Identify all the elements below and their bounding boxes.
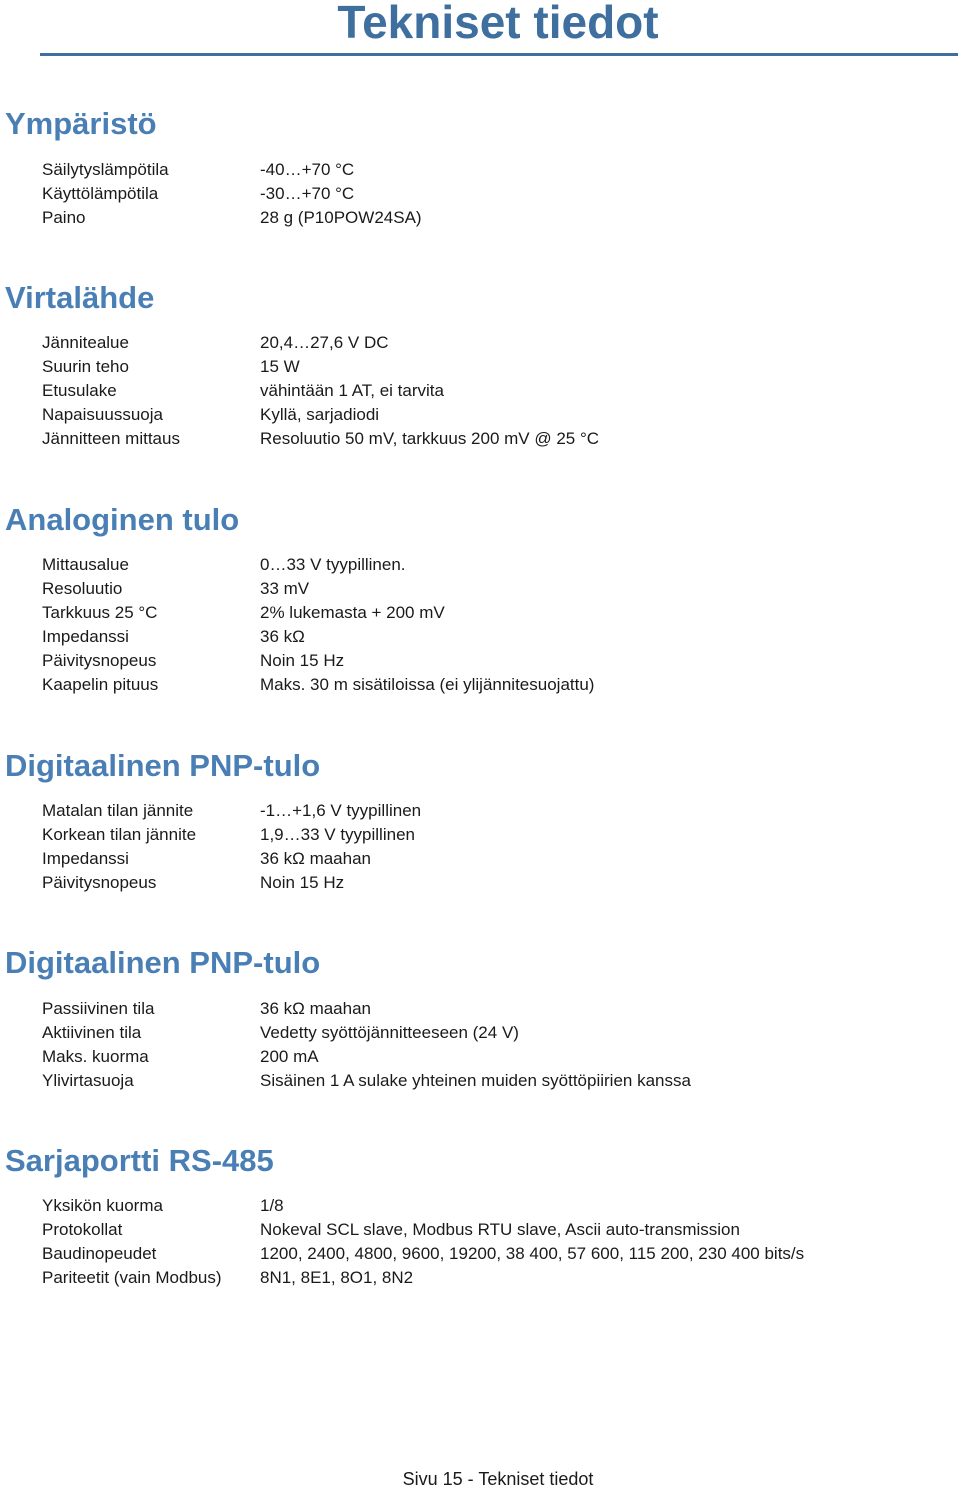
spec-row bbox=[0, 355, 960, 379]
spec-row bbox=[0, 1218, 960, 1242]
spec-row bbox=[0, 206, 960, 230]
spec-label: Etusulake bbox=[42, 381, 117, 400]
section-heading-ymparisto: Ympäristö bbox=[5, 106, 157, 141]
section-heading-analoginen-tulo: Analoginen tulo bbox=[5, 502, 240, 537]
spec-label: Päivitysnopeus bbox=[42, 651, 157, 670]
spec-value: 28 g (P10POW24SA) bbox=[260, 208, 422, 227]
spec-row bbox=[0, 182, 960, 206]
spec-row bbox=[0, 799, 960, 823]
spec-label: Kaapelin pituus bbox=[42, 675, 159, 694]
spec-label: Tarkkuus 25 °C bbox=[42, 603, 158, 622]
title-divider bbox=[40, 53, 958, 56]
spec-row bbox=[0, 158, 960, 182]
spec-row bbox=[0, 1242, 960, 1266]
section-heading-virtalahde: Virtalähde bbox=[5, 280, 155, 315]
spec-label: Ylivirtasuoja bbox=[42, 1071, 134, 1090]
spec-row bbox=[0, 847, 960, 871]
page-footer: Sivu 15 - Tekniset tiedot bbox=[402, 1469, 594, 1489]
spec-row bbox=[0, 1021, 960, 1045]
spec-row bbox=[0, 997, 960, 1021]
spec-value: Noin 15 Hz bbox=[260, 873, 345, 892]
page-title: Tekniset tiedot bbox=[337, 0, 659, 48]
spec-row bbox=[0, 577, 960, 601]
section-heading-digitaalinen-pnp-tulo-2: Digitaalinen PNP-tulo bbox=[5, 945, 321, 980]
spec-value: Nokeval SCL slave, Modbus RTU slave, Ascii auto-transmission bbox=[260, 1220, 740, 1239]
spec-label: Korkean tilan jännite bbox=[42, 825, 197, 844]
spec-label: Passiivinen tila bbox=[42, 999, 155, 1018]
spec-value: 0…33 V tyypillinen. bbox=[260, 555, 406, 574]
spec-row bbox=[0, 331, 960, 355]
spec-label: Maks. kuorma bbox=[42, 1047, 149, 1066]
spec-value: 1,9…33 V tyypillinen bbox=[260, 825, 415, 844]
spec-label: Napaisuussuoja bbox=[42, 405, 163, 424]
spec-value: 1/8 bbox=[260, 1196, 284, 1215]
spec-row bbox=[0, 673, 960, 697]
spec-value: Maks. 30 m sisätiloissa (ei ylijännitesuojattu) bbox=[260, 675, 595, 694]
spec-value: Vedetty syöttöjännitteeseen (24 V) bbox=[260, 1023, 519, 1042]
spec-label: Impedanssi bbox=[42, 627, 129, 646]
spec-label: Mittausalue bbox=[42, 555, 129, 574]
spec-label: Aktiivinen tila bbox=[42, 1023, 142, 1042]
spec-label: Paino bbox=[42, 208, 86, 227]
spec-value: 15 W bbox=[260, 357, 300, 376]
spec-value: 36 kΩ maahan bbox=[260, 849, 371, 868]
spec-label: Matalan tilan jännite bbox=[42, 801, 194, 820]
spec-row bbox=[0, 625, 960, 649]
spec-row bbox=[0, 601, 960, 625]
spec-value: Sisäinen 1 A sulake yhteinen muiden syöttöpiirien kanssa bbox=[260, 1071, 691, 1090]
spec-value: 36 kΩ bbox=[260, 627, 305, 646]
spec-value: 1200, 2400, 4800, 9600, 19200, 38 400, 57 600, 115 200, 230 400 bits/s bbox=[260, 1244, 805, 1263]
spec-label: Jännitealue bbox=[42, 333, 129, 352]
spec-value: Noin 15 Hz bbox=[260, 651, 345, 670]
spec-value: 33 mV bbox=[260, 579, 310, 598]
spec-label: Säilytyslämpötila bbox=[42, 160, 169, 179]
spec-label: Käyttölämpötila bbox=[42, 184, 159, 203]
section-heading-digitaalinen-pnp-tulo: Digitaalinen PNP-tulo bbox=[5, 748, 321, 783]
spec-row bbox=[0, 379, 960, 403]
spec-value: 200 mA bbox=[260, 1047, 319, 1066]
spec-row bbox=[0, 553, 960, 577]
spec-label: Yksikön kuorma bbox=[42, 1196, 163, 1215]
spec-value: -30…+70 °C bbox=[260, 184, 355, 203]
spec-row bbox=[0, 823, 960, 847]
spec-value: Kyllä, sarjadiodi bbox=[260, 405, 380, 424]
spec-row bbox=[0, 649, 960, 673]
section-heading-sarjaportti-rs485: Sarjaportti RS-485 bbox=[5, 1143, 274, 1178]
spec-label: Protokollat bbox=[42, 1220, 123, 1239]
spec-label: Suurin teho bbox=[42, 357, 129, 376]
spec-row bbox=[0, 1069, 960, 1093]
spec-label: Resoluutio bbox=[42, 579, 123, 598]
spec-row bbox=[0, 403, 960, 427]
spec-label: Pariteetit (vain Modbus) bbox=[42, 1268, 222, 1287]
spec-row bbox=[0, 1194, 960, 1218]
spec-value: Resoluutio 50 mV, tarkkuus 200 mV @ 25 °C bbox=[260, 429, 600, 448]
spec-row bbox=[0, 427, 960, 451]
spec-row bbox=[0, 871, 960, 895]
spec-label: Jännitteen mittaus bbox=[42, 429, 180, 448]
spec-value: 8N1, 8E1, 8O1, 8N2 bbox=[260, 1268, 414, 1287]
spec-value: 36 kΩ maahan bbox=[260, 999, 371, 1018]
spec-label: Impedanssi bbox=[42, 849, 129, 868]
spec-value: 20,4…27,6 V DC bbox=[260, 333, 389, 352]
spec-value: vähintään 1 AT, ei tarvita bbox=[260, 381, 444, 400]
spec-value: -40…+70 °C bbox=[260, 160, 355, 179]
spec-row bbox=[0, 1045, 960, 1069]
spec-label: Baudinopeudet bbox=[42, 1244, 157, 1263]
spec-label: Päivitysnopeus bbox=[42, 873, 157, 892]
spec-value: -1…+1,6 V tyypillinen bbox=[260, 801, 422, 820]
spec-row bbox=[0, 1266, 960, 1290]
spec-value: 2% lukemasta + 200 mV bbox=[260, 603, 445, 622]
